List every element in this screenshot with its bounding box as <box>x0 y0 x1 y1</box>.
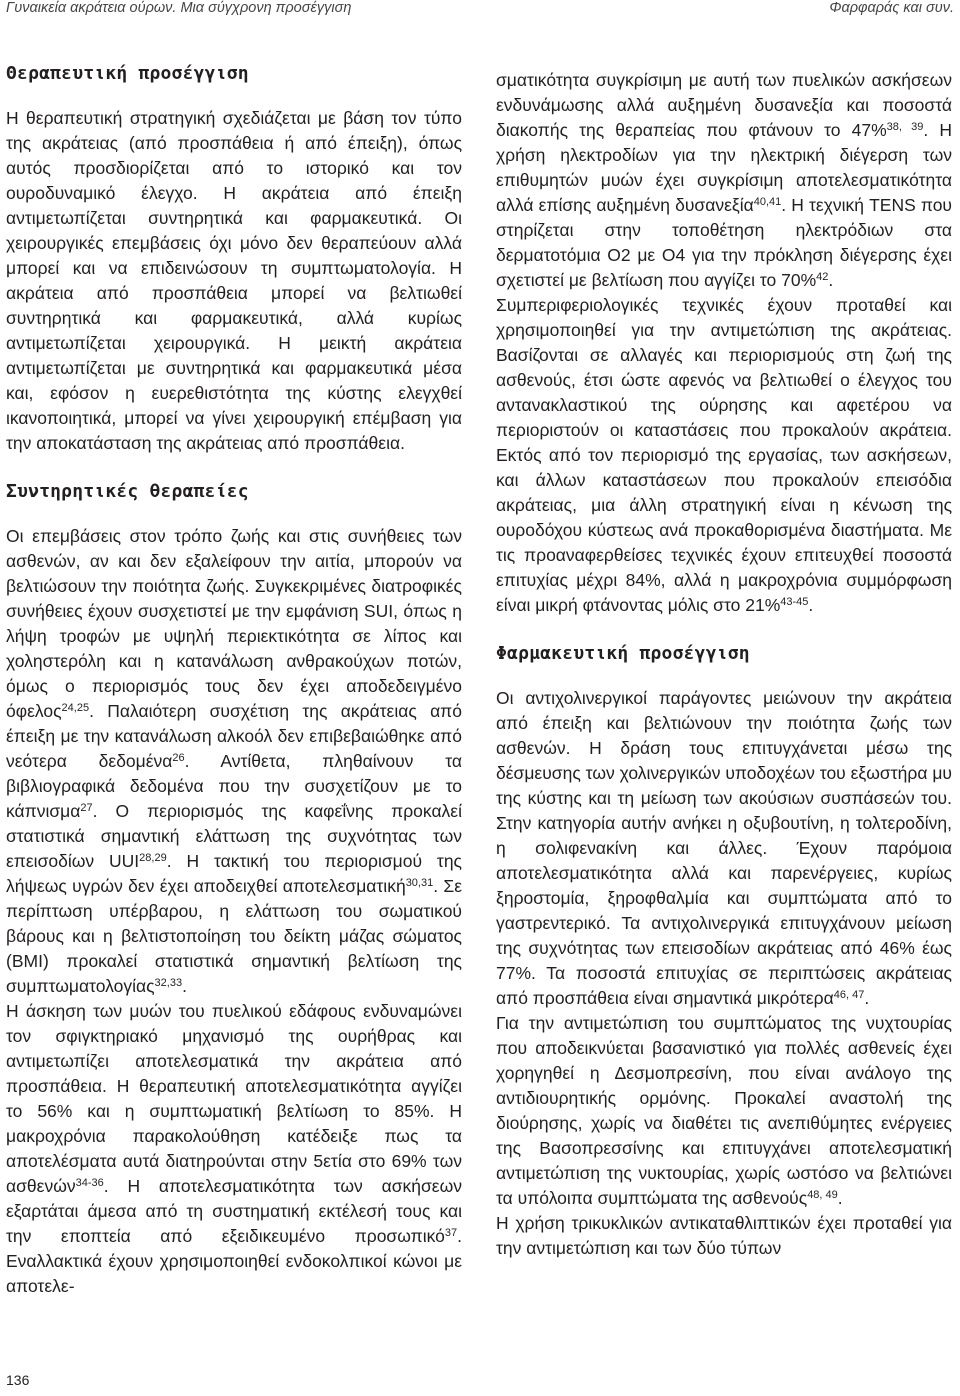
paragraph-lifestyle-interventions: Οι επεμβάσεις στον τρόπο ζωής και στις συνήθειες των ασθενών, αν και δεν εξαλείφουν την αιτία, μπορούν να βελτιώσουν την ποιότητα ζωής. Συγκεκριμένες διατροφικές συνήθειες έχουν συσχετιστεί με την εμφάνιση SUI, όπως η λήψη τροφών με υψηλή περιεκτικότητα σε λίπος και χοληστερόλη και η κατανάλωση ανθρακούχων ποτών, όμως ο περιορισμός τους δεν έχει αποδεδειγμένο όφελος$^{24,25}$. Παλαιότερη συσχέτιση της ακράτειας από έπειξη με την κατανάλωση αλκοόλ δεν επιβεβαιώθηκε από νεότερα δεδομένα$^{26}$. Αντίθετα, πληθαίνουν τα βιβλιογραφικά δεδομένα που την συσχετίζουν με το κάπνισμα$^{27}$. Ο περιορισμός της καφεΐνης προκαλεί στατιστικά σημαντική ελάττωση της συχνότητας των επεισοδίων UUI$^{28,29}$. Η τακτική του περιορισμού της λήψεως υγρών δεν έχει αποδειχθεί αποτελεσματική$^{30,31}$. Σε περίπτωση υπέρβαρου, η ελάττωση του σωματικού βάρους και η βελτιστοποίηση του δείκτη μάζας σώματος (BMI) προκαλεί στατιστικά σημαντική βελτίωση της συμπτωματολογίας$^{32,33}$. <box>6 526 463 996</box>
page-number: 136 <box>6 1372 30 1388</box>
paragraph-tricyclic-antidepressants: Η χρήση τρικυκλικών αντικαταθλιπτικών έχει προταθεί για την αντιμετώπιση και των δύο τύπων <box>496 1213 952 1258</box>
running-header-title: Γυναικεία ακράτεια ούρων. Μια σύγχρονη προσέγγιση <box>6 0 352 16</box>
citation-ref: 24,25 <box>61 702 90 714</box>
paragraph-nocturia-desmopressin: Για την αντιμετώπιση του συμπτώματος της νυχτουρίας που αποδεικνύεται βασανιστικό για πολλές ασθενείς έχει χορηγηθεί η Δεσμοπρεσίνη, που είναι ανάλογο της αντιδιουρητικής ορμόνης. Προκαλεί αναστολή της διούρησης, χωρίς να διαθέτει τις ανεπιθύμητες ενέργειες της Βασοπρεσσίνης και επιτυγχάνει αποτελεσματική αντιμετώπιση της νυκτουρίας, χωρίς ωστόσο να βελτιώνει τα υπόλοιπα συμπτώματα της ασθενούς$^{48, 49}$. <box>496 1013 952 1208</box>
running-header-authors: Φαρφαράς και συν. <box>829 0 954 16</box>
section-heading-pharmacological-approach: Φαρμακευτική προσέγγιση <box>496 643 750 664</box>
citation-ref: 28,29 <box>139 852 167 864</box>
citation-ref: 38, 39 <box>886 121 924 133</box>
citation-ref: 43-45 <box>780 596 809 608</box>
citation-ref: 26 <box>172 752 185 764</box>
citation-ref: 37 <box>444 1227 458 1239</box>
section-heading-therapeutic-approach: Θεραπευτική προσέγγιση <box>6 63 249 84</box>
paragraph-pelvic-floor-exercises: Η άσκηση των μυών του πυελικού εδάφους ενδυναμώνει τον σφιγκτηριακό μηχανισμό της ουρήθρας και αντιμετωπίζει αποτελεσματικά την ακράτεια από προσπάθεια. Η θεραπευτική αποτελεσματικότητα αγγίζει το 56% και η συμπτωματική βελτίωση το 85%. Η μακροχρόνια παρακολούθηση κατέδειξε πως τα αποτελέσματα αυτά διατηρούνται στην 5ετία στο 69% των ασθενών$^{34-36}$. Η αποτελεσματικότητα των ασκήσεων εξαρτάται άμεσα από τη συστηματική εκτέλεσή τους και την εποπτεία από εξειδικευμένο προσωπικό$^{37}$. Εναλλακτικά έχουν χρησιμοποιηθεί ενδοκολπικοί κώνοι με αποτελε- <box>6 1001 462 1296</box>
paragraph-anticholinergics: Οι αντιχολινεργικοί παράγοντες μειώνουν την ακράτεια από έπειξη και βελτιώνουν την ποιότητα ζωής των ασθενών. Η δράση τους επιτυγχάνεται μέσω της δέσμευσης των χολινεργικών υποδοχέων του εξωστήρα μυ της κύστης και τη μείωση των ακούσιων συσπάσεών του. Στην κατηγορία αυτήν ανήκει η οξυβουτίνη, η τολτεροδίνη, η σολιφενακίνη και άλλες. Έχουν παρόμοια αποτελεσματικότητα αλλά και παρενέργειες, κυρίως ξηροστομία, ξηροφθαλμία και συμπτώματα από το γαστρεντερικό. Τα αντιχολινεργικά επιτυγχάνουν μείωση της συχνότητας των επεισοδίων ακράτειας από 46% έως 77%. Τα ποσοστά επιτυχίας σε περιπτώσεις ακράτειας από προσπάθεια είναι σημαντικά μικρότερα$^{46, 47}$. <box>496 688 952 1008</box>
citation-ref: 27 <box>80 802 93 814</box>
right-column <box>496 68 952 1261</box>
paragraph-behavioral-techniques: Συμπεριφεριολογικές τεχνικές έχουν προταθεί και χρησιμοποιηθεί για την αντιμετώπιση της ακράτειας. Βασίζονται σε αλλαγές και περιορισμούς στη ζωή της ασθενούς, έτσι ώστε αφενός να βελτιωθεί ο έλεγχος του αντανακλαστικού της ούρησης και αφετέρου να περιοριστούν οι καταστάσεις που προκαλούν ακράτεια. Εκτός από τον περιορισμό της εργασίας, των ασκήσεων, και άλλων καταστάσεων που προκαλούν επεισόδια ακράτειας, μια άλλη στρατηγική είναι η κένωση της ουροδόχου κύστεως ανά προκαθορισμένα διαστήματα. Με τις προαναφερθείσες τεχνικές έχουν επιτευχθεί ποσοστά επιτυχίας μέχρι 84%, αλλά η μακροχρόνια συμμόρφωση είναι μικρή φτάνοντας μόλις στο 21%$^{43-45}$. <box>496 295 952 615</box>
citation-ref: 40,41 <box>753 196 782 208</box>
citation-ref: 34-36 <box>75 1177 104 1189</box>
paragraph-therapeutic-strategy: Η θεραπευτική στρατηγική σχεδιάζεται με βάση τον τύπο της ακράτειας (από προσπάθεια ή από έπειξη), όπως αυτός προσδιορίζεται από το ιστορικό και τον ουροδυναμικό έλεγχο. Η ακράτεια από έπειξη αντιμετωπίζεται συντηρητικά και φαρμακευτικά. Οι χειρουργικές επεμβάσεις όχι μόνο δεν θεραπεύουν αλλά μπορεί και να επιδεινώσουν τη συμπτωματολογία. Η ακράτεια από προσπάθεια μπορεί να βελτιωθεί συντηρητικά και φαρμακευτικά, αλλά κυρίως αντιμετωπίζεται χειρουργικά. Η μεικτή ακράτεια αντιμετωπίζεται με συντηρητικά και φαρμακευτικά μέσα και, εφόσον η ευερεθιστότητα της κύστης ελεγχθεί ικανοποιητικά, μπορεί να γίνει χειρουργική επέμβαση για την αποκατάσταση της ακράτειας από προσπάθεια. <box>6 108 462 453</box>
citation-ref: 46, 47 <box>833 989 865 1001</box>
citation-ref: 42 <box>816 271 829 283</box>
citation-ref: 48, 49 <box>807 1189 838 1201</box>
citation-ref: 30,31 <box>405 877 434 889</box>
running-header <box>6 0 954 24</box>
paragraph-vaginal-cones-electrostimulation: σματικότητα συγκρίσιμη με αυτή των πυελικών ασκήσεων ενδυνάμωσης αλλά αυξημένη δυσανεξία και ποσοστά διακοπής της θεραπείας που φτάνουν το 47%$^{38, 39}$. Η χρήση ηλεκτροδίων για την ηλεκτρική διέγερση των επιθυμητών μυών έχει συγκρίσιμη αποτελεσματικότητα αλλά επίσης αυξημένη δυσανεξία$^{40,41}$. Η τεχνική TENS που στηρίζεται στην τοποθέτηση ηλεκτρόδιων στα δερματοτόμια Ο2 με Ο4 για την πρόκληση διέγερσης έχει σχετιστεί με βελτίωση που αγγίζει το 70%$^{42}$. <box>496 70 952 290</box>
citation-ref: 32,33 <box>154 977 183 989</box>
section-heading-conservative-therapies: Συντηρητικές θεραπείες <box>6 481 249 502</box>
left-column <box>6 62 462 1299</box>
